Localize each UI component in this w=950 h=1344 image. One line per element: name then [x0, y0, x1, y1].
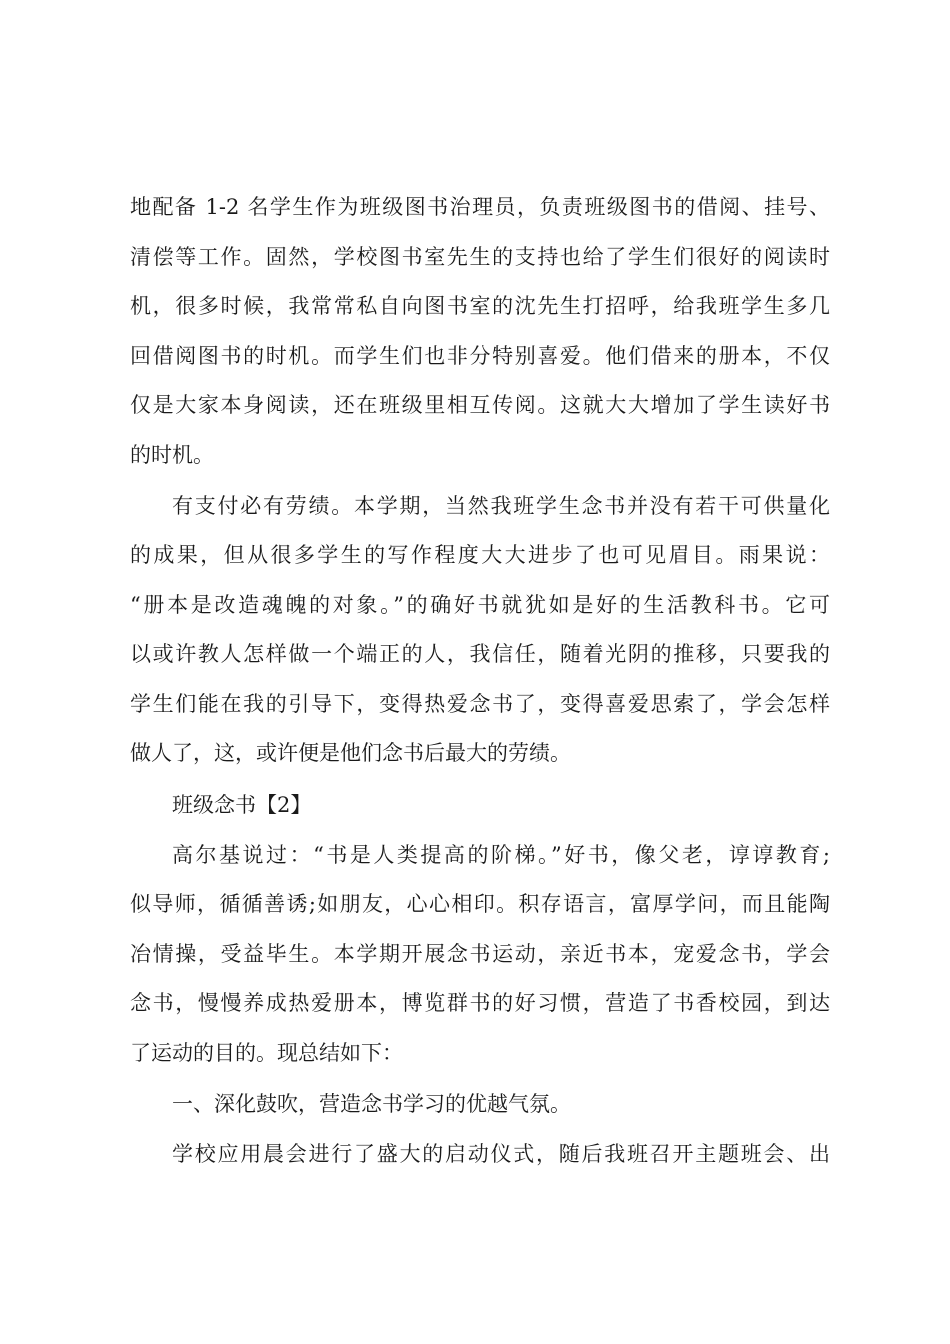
text-line: 冶情操，受益毕生。本学期开展念书运动，亲近书本，宠爱念书，学会 — [130, 942, 830, 966]
text-line: 似导师，循循善诱;如朋友，心心相印。积存语言，富厚学问，而且能陶 — [130, 892, 830, 916]
text-line: 做人了，这，或许便是他们念书后最大的劳绩。 — [130, 741, 571, 765]
text-line: 的成果，但从很多学生的写作程度大大进步了也可见眉目。雨果说： — [130, 543, 830, 567]
subsection-title: 一、深化鼓吹，营造念书学习的优越气氛。 — [172, 1092, 571, 1116]
text-line: 的时机。 — [130, 443, 214, 467]
text-line: 有支付必有劳绩。本学期，当然我班学生念书并没有若干可供量化 — [172, 494, 830, 518]
text-line: 了运动的目的。现总结如下： — [130, 1041, 403, 1065]
text-line: 回借阅图书的时机。而学生们也非分特别喜爱。他们借来的册本，不仅 — [130, 344, 830, 368]
text-line: 高尔基说过：“书是人类提高的阶梯。”好书，像父老，谆谆教育; — [172, 843, 830, 867]
text-line: 仅是大家本身阅读，还在班级里相互传阅。这就大大增加了学生读好书 — [130, 393, 830, 417]
text-line: 机，很多时候，我常常私自向图书室的沈先生打招呼，给我班学生多几 — [130, 294, 830, 318]
text-line: 学生们能在我的引导下，变得热爱念书了，变得喜爱思索了，学会怎样 — [130, 692, 830, 716]
text-line: 学校应用晨会进行了盛大的启动仪式，随后我班召开主题班会、出 — [172, 1142, 830, 1166]
text-line: 清偿等工作。固然，学校图书室先生的支持也给了学生们很好的阅读时 — [130, 245, 830, 269]
text-line: 以或许教人怎样做一个端正的人，我信任，随着光阴的推移，只要我的 — [130, 642, 830, 666]
text-line: 地配备 1-2 名学生作为班级图书治理员，负责班级图书的借阅、挂号、 — [130, 195, 830, 219]
text-line: 念书，慢慢养成热爱册本，博览群书的好习惯，营造了书香校园，到达 — [130, 991, 830, 1015]
section-title: 班级念书【2】 — [172, 793, 312, 817]
text-line: “册本是改造魂魄的对象。”的确好书就犹如是好的生活教科书。它可 — [130, 593, 830, 617]
